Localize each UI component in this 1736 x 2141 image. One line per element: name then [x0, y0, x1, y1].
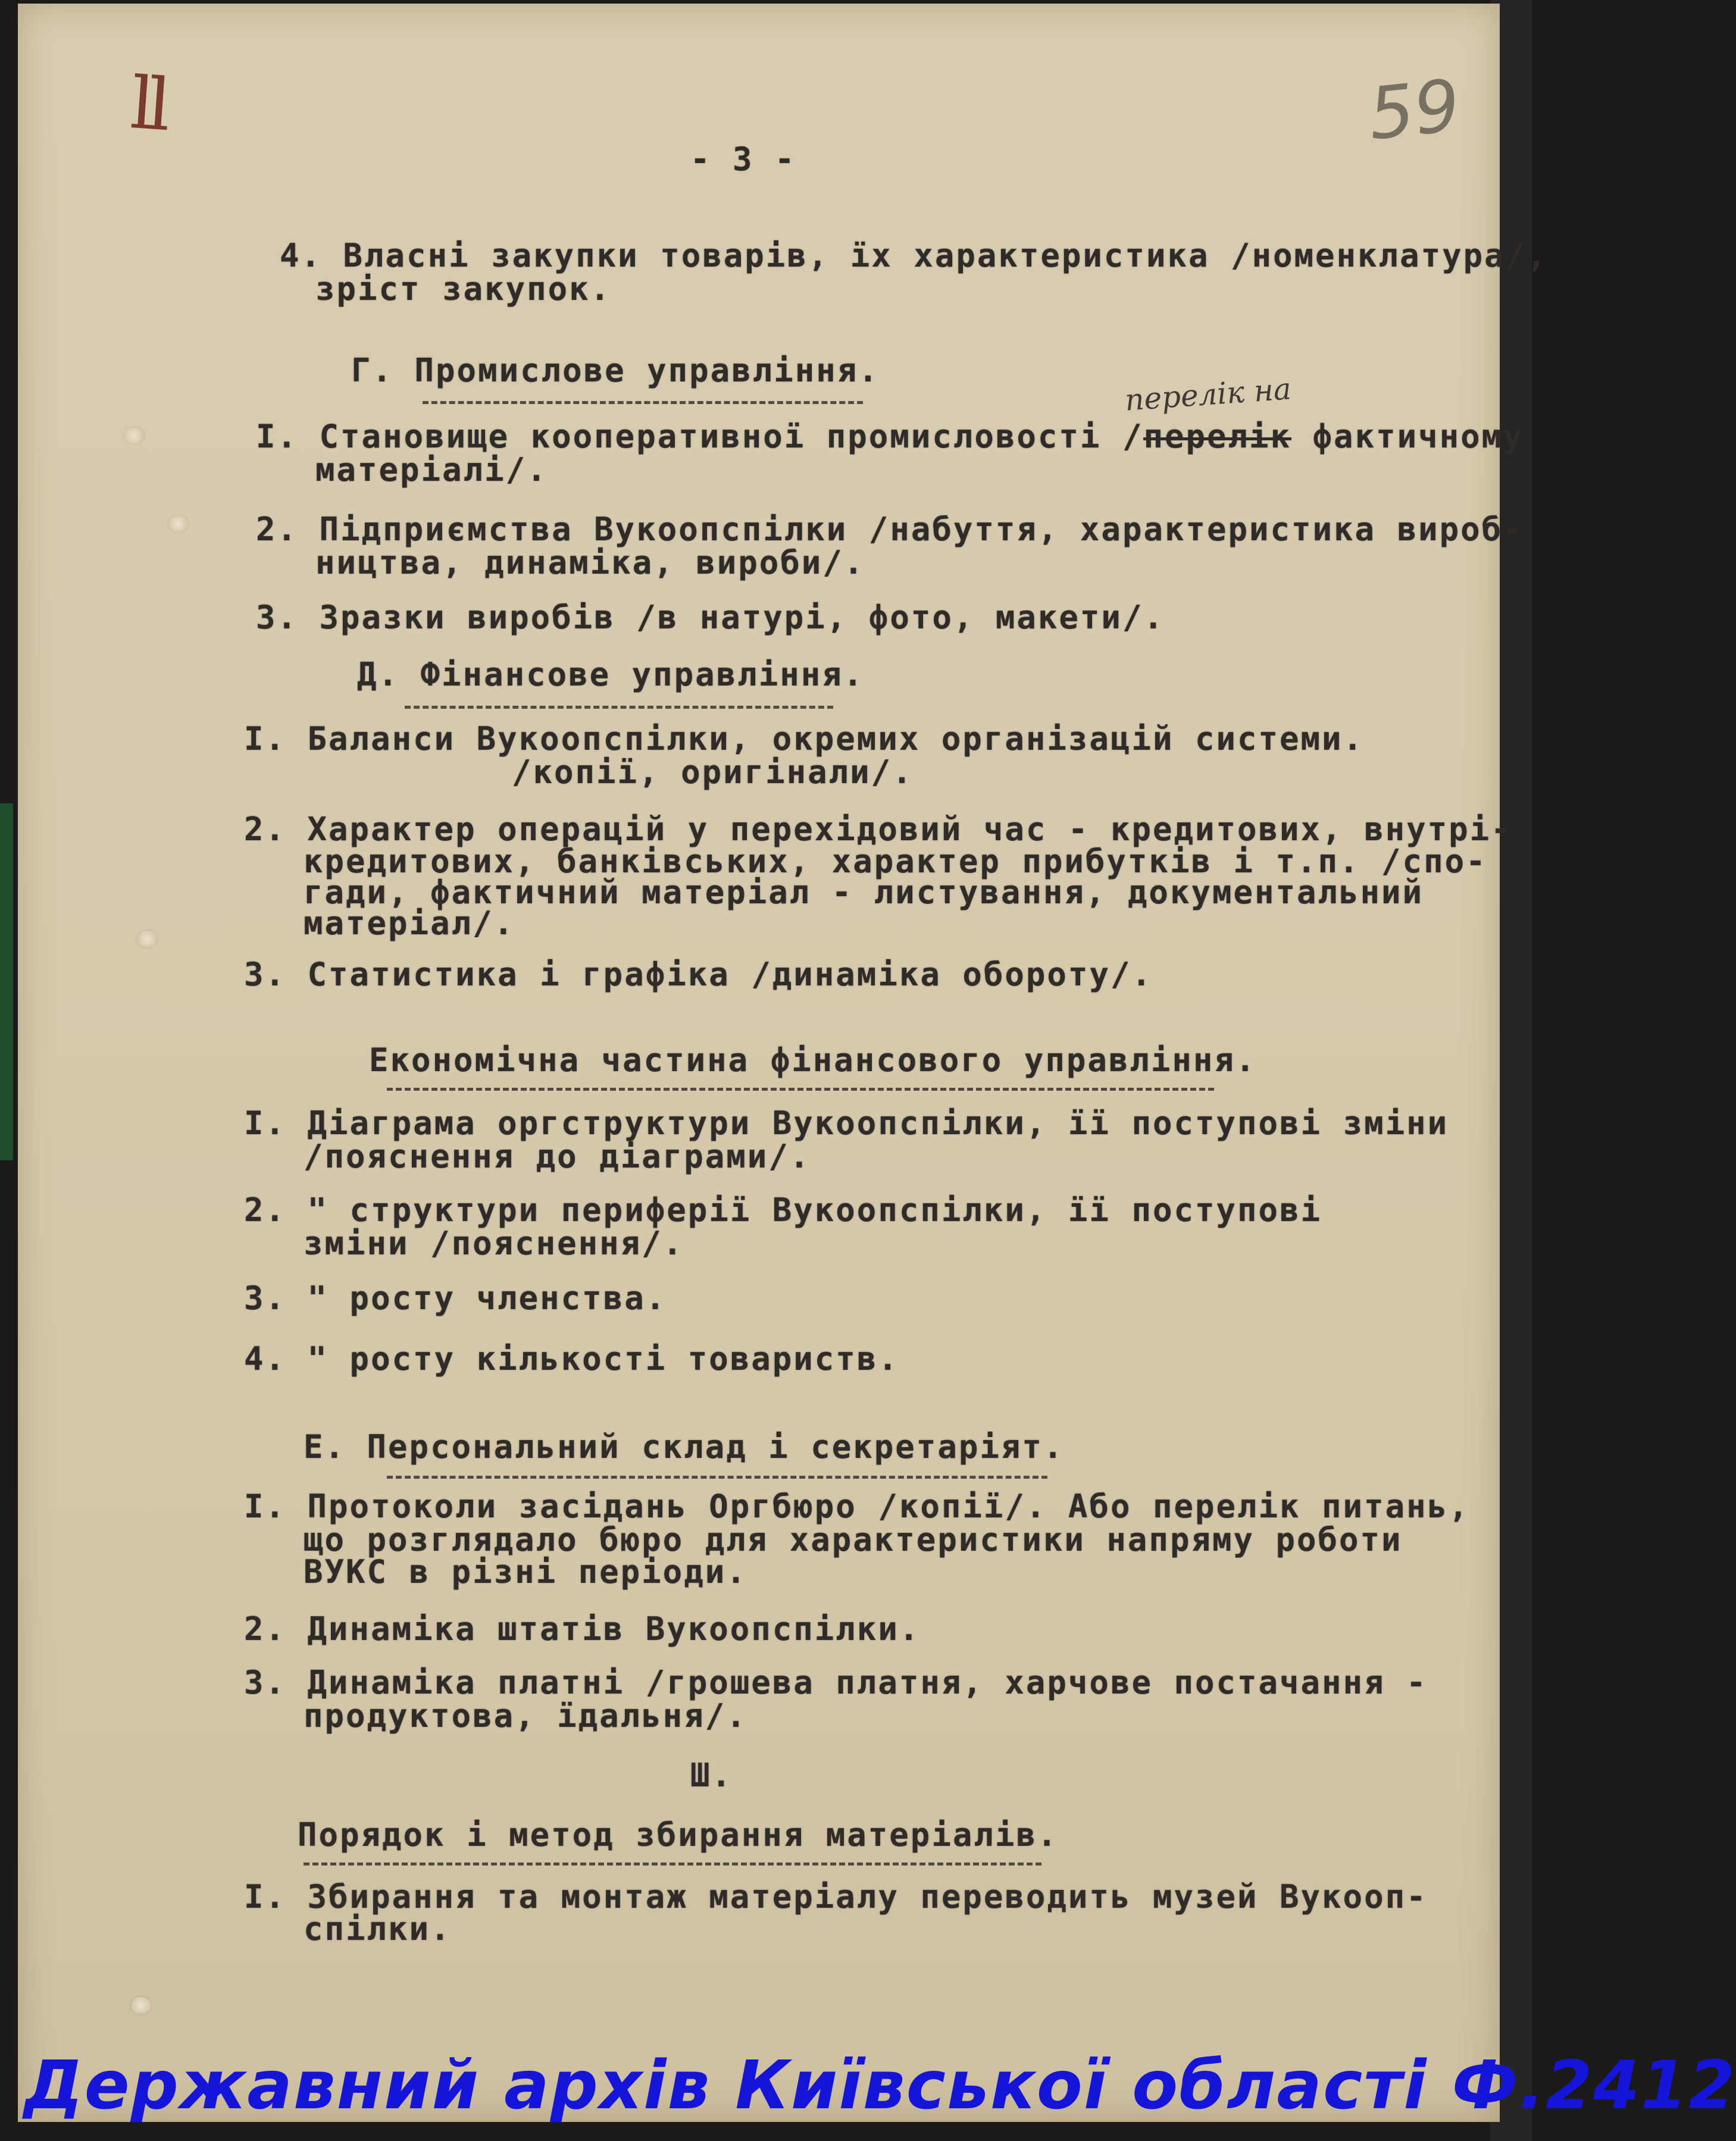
item-text: /пояснення до діаграми/. — [304, 1138, 811, 1175]
item-text: І. Становище кооперативної промисловості /перелік фактичному — [256, 418, 1524, 455]
item-text: матеріал/. — [304, 904, 515, 942]
section-heading-industrial: Г. Промислове управління. — [351, 352, 880, 389]
item-text: ВУКС в різні періоди. — [304, 1553, 747, 1591]
handwritten-insert: перелік на — [1124, 371, 1293, 418]
struck-word: перелік — [1143, 418, 1292, 455]
item-text: ництва, динаміка, вироби/. — [315, 544, 865, 581]
section-heading-financial: Д. Фінансове управління. — [357, 656, 865, 693]
heading-underline — [387, 1476, 1047, 1479]
pencil-mark: ll — [128, 62, 168, 147]
folio-number: 59 — [1365, 64, 1464, 156]
punch-hole — [131, 1997, 151, 2014]
heading-underline — [423, 401, 863, 404]
item-text: 3. Зразки виробів /в натурі, фото, макети/. — [256, 599, 1165, 636]
item-text: зміни /пояснення/. — [304, 1225, 684, 1262]
scanner-edge-left — [0, 803, 13, 1160]
item-text: І. Збирання та монтаж матеріалу переводить музей Вукооп- — [244, 1878, 1428, 1915]
item-text: матеріалі/. — [315, 451, 548, 489]
item-text: 3. " росту членства. — [244, 1279, 667, 1317]
item-text: 2. " структури периферії Вукоопспілки, її поступові — [244, 1191, 1322, 1229]
heading-underline — [304, 1863, 1041, 1865]
item-text: гади, фактичний матеріал - листування, документальний — [304, 874, 1424, 911]
heading-underline — [405, 706, 833, 709]
item-text: продуктова, їдальня/. — [304, 1697, 747, 1735]
item-text: що розглядало бюро для характеристики напряму роботи — [304, 1521, 1403, 1558]
archive-caption: Державний архів Київської області Ф.2412 — [24, 2047, 1736, 2124]
item-text: кредитових, банківських, характер прибутків і т.п. /спо- — [304, 843, 1487, 880]
item-text: /копії, оригінали/. — [512, 753, 914, 791]
item-text: 2. Характер операцій у перехідовий час - кредитових, внутрі- — [244, 810, 1512, 848]
punch-hole — [137, 931, 157, 947]
section-heading-economic: Економічна частина фінансового управління. — [369, 1041, 1257, 1079]
item-text: 2. Динаміка штатів Вукоопспілки. — [244, 1610, 921, 1648]
item-text: 2. Підприємства Вукоопспілки /набуття, характеристика вироб- — [256, 511, 1524, 548]
punch-hole — [124, 427, 144, 444]
item-text: спілки. — [304, 1910, 452, 1948]
item-text: 3. Статистика і графіка /динаміка обороту/. — [244, 956, 1153, 993]
punch-hole — [168, 515, 188, 532]
heading-underline — [387, 1088, 1214, 1091]
section-heading-personnel: Е. Персональний склад і секретаріят. — [304, 1428, 1065, 1466]
item-text: І. Діаграма оргструктури Вукоопспілки, її поступові зміни — [244, 1104, 1449, 1142]
item-text: 4. Власні закупки товарів, їх характеристика /номенклатура/, — [280, 237, 1548, 274]
section-heading-method: Порядок і метод збирання матеріалів. — [298, 1816, 1059, 1854]
item-text: 4. " росту кількості товариств. — [244, 1340, 899, 1378]
item-text: зріст закупок. — [315, 270, 612, 308]
item-text: 3. Динаміка платні /грошева платня, харчове постачання - — [244, 1664, 1428, 1701]
document-page — [18, 4, 1548, 2122]
page-number: - 3 - — [690, 140, 796, 178]
part-numeral: Ш. — [690, 1757, 733, 1794]
item-text: І. Протоколи засідань Оргбюро /копії/. Або перелік питань, — [244, 1488, 1470, 1525]
item-text: І. Баланси Вукоопспілки, окремих організацій системи. — [244, 720, 1365, 758]
